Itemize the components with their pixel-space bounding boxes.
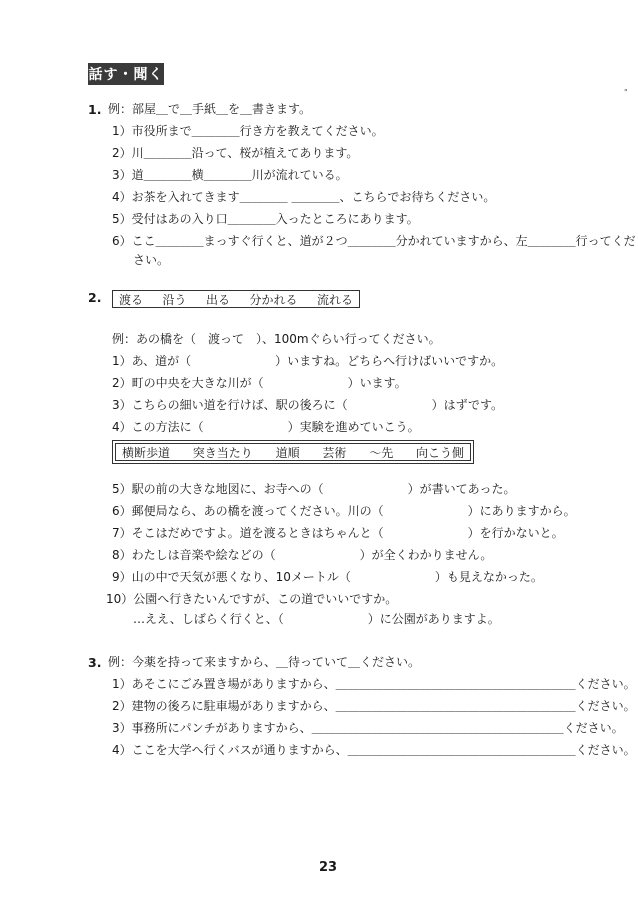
section2-item-3: 3）こちらの細い道を行けば、駅の後ろに（ ）はずです。 (112, 398, 504, 412)
section2-item-7: 7）そこはだめですよ。道を渡るときはちゃんと（ ）を行かないと。 (112, 526, 564, 540)
word-box-2-item: 道順 (275, 445, 300, 460)
section2-item-6: 6）郵便局なら、あの橋を渡ってください。川の（ ）にありますから。 (112, 504, 576, 518)
section1-item-5: 5）受付はあの入り口＿＿＿＿入ったところにあります。 (112, 212, 419, 226)
page-number: 23 (318, 860, 338, 875)
section2-item-8: 8）わたしは音楽や絵などの（ ）が全くわかりません。 (112, 548, 493, 562)
section3-item-2: 2）建物の後ろに駐車場がありますから、＿＿＿＿＿＿＿＿＿＿＿＿＿＿＿＿＿＿＿＿ください。 (112, 699, 636, 713)
word-box-1-item: 渡る (119, 292, 144, 307)
word-box-1-item: 出る (205, 292, 230, 307)
section2-number: 2. (88, 290, 102, 305)
section2-item-10: 10）公園へ行きたいんですが、この道でいいですか。 (106, 592, 398, 606)
section2-item-9: 9）山の中で天気が悪くなり、10メートル（ ）も見えなかった。 (112, 570, 543, 584)
word-box-1 (112, 290, 360, 308)
section3-item-3: 3）事務所にパンチがありますから、＿＿＿＿＿＿＿＿＿＿＿＿＿＿＿＿＿＿＿＿＿ください。 (112, 721, 624, 735)
word-box-2-item: 向こう側 (415, 445, 464, 460)
section1-item-6-cont: さい。 (133, 253, 170, 267)
section2-item-2: 2）町の中央を大きな川が（ ）います。 (112, 376, 407, 390)
word-box-2-item: 〜先 (369, 445, 394, 460)
section1-example: 例：部屋＿で＿手紙＿を＿書きます。 (108, 102, 312, 116)
section1-number: 1. (88, 102, 102, 117)
section1-item-6: 6）ここ＿＿＿＿まっすぐ行くと、道が２つ＿＿＿＿分かれていますから、左＿＿＿＿行ってくだ (112, 234, 636, 248)
word-box-2 (115, 443, 471, 461)
section2-item-4: 4）この方法に（ ）実験を進めていこう。 (112, 420, 420, 434)
section2-item-5: 5）駅の前の大きな地図に、お寺への（ ）が書いてあった。 (112, 482, 516, 496)
word-box-1-item: 沿う (162, 292, 187, 307)
section2-item-10-answer: …ええ、しばらく行くと、（ ）に公園がありますよ。 (133, 612, 500, 626)
section3-example: 例：今薬を持って来ますから、＿待っていて＿ください。 (108, 655, 421, 669)
margin-mark: " (624, 88, 628, 97)
section3-number: 3. (88, 655, 102, 670)
section3-item-1: 1）あそこにごみ置き場がありますから、＿＿＿＿＿＿＿＿＿＿＿＿＿＿＿＿＿＿＿＿ください。 (112, 677, 636, 691)
section1-item-2: 2）川＿＿＿＿沿って、桜が植えてあります。 (112, 146, 359, 160)
word-box-2-item: 横断歩道 (122, 445, 171, 460)
word-box-1-item: 流れる (316, 292, 353, 307)
section2-example: 例：あの橋を（ 渡って ）、100mぐらい行ってください。 (112, 332, 441, 346)
section-header: 話す・聞く (88, 63, 164, 85)
section1-item-3: 3）道＿＿＿＿横＿＿＿＿川が流れている。 (112, 168, 348, 182)
section1-item-1: 1）市役所まで＿＿＿＿行き方を教えてください。 (112, 124, 384, 138)
section2-item-1: 1）あ、道が（ ）いますね。どちらへ行けばいいですか。 (112, 354, 504, 368)
section3-item-4: 4）ここを大学へ行くバスが通りますから、＿＿＿＿＿＿＿＿＿＿＿＿＿＿＿＿＿＿＿ください。 (112, 743, 636, 757)
word-box-2-item: 突き当たり (192, 445, 253, 460)
section1-item-4: 4）お茶を入れてきます＿＿＿＿ ＿＿＿＿、こちらでお待ちください。 (112, 190, 496, 204)
word-box-2-item: 芸術 (322, 445, 347, 460)
word-box-1-item: 分かれる (249, 292, 298, 307)
